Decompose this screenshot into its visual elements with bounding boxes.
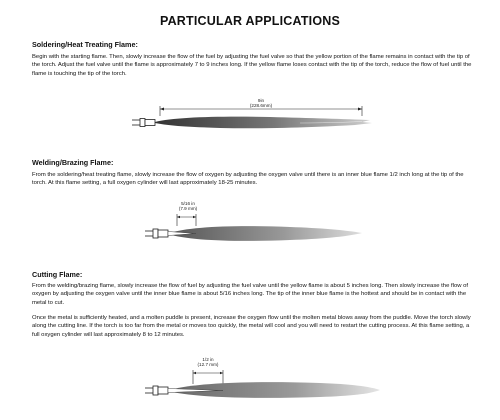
section-heading-cutting: Cutting Flame: <box>32 270 83 279</box>
flame-shape <box>168 226 362 241</box>
dimension-label: 9in <box>257 98 265 103</box>
section-paragraph-cutting-2: Once the metal is sufficiently heated, and a molten puddle is present, increase the oxygen flow until the molten metal blows away from the puddle. Move the torch slowly along the cutting line. If the torch is too far from the metal or moves too quickly, the metal will cool and you will need to restart the cutting process. At this flame setting, a full oxygen cylinder will last approximately 8 to 12 minutes. <box>32 315 471 338</box>
torch-tip-icon <box>132 119 155 127</box>
section-paragraph-cutting-1: From the welding/brazing flame, slowly increase the flow of fuel by adjusting the fuel valve until the yellow flame is about 5 inches long. Then slowly increase the flow of oxygen by adjusting the oxygen valve until the inner blue flame is about 5/16 inches long. The tip of the inner blue flame is the hottest and should be in contact with the metal to cut. <box>32 283 469 306</box>
dimension-label: 5/16 in <box>181 201 195 206</box>
section-heading-welding: Welding/Brazing Flame: <box>32 158 114 167</box>
section-heading-soldering: Soldering/Heat Treating Flame: <box>32 40 138 49</box>
dimension-label-metric: (228.6mm) <box>249 103 273 108</box>
section-paragraph-welding: From the soldering/heat treating flame, slowly increase the flow of oxygen by adjusting the oxygen valve until there is an inner blue flame 1/2 inch long at the tip of the torch. At this flame setting, a full oxygen cylinder will last approximately 18-25 minutes. <box>32 172 464 187</box>
soldering-flame-figure <box>0 92 500 142</box>
cutting-flame-figure <box>0 352 500 418</box>
section-paragraph-soldering: Begin with the starting flame. Then, slowly increase the flow of the fuel by adjusting the fuel valve so that the yellow portion of the flame remains in contact with the tip of the torch. Adjust the fuel valve until the flame is approximately 7 to 9 inches long. If the yellow flame loses contact with the tip of the torch, reduce the flow of fuel until the flame is touching the tip of the torch. <box>32 54 472 77</box>
dimension-label-metric: (12.7 mm) <box>197 362 219 367</box>
welding-flame-figure <box>0 198 500 252</box>
dimension-label-metric: (7.9 mm) <box>178 206 198 211</box>
page-title: PARTICULAR APPLICATIONS <box>159 14 341 28</box>
dimension-label: 1/2 in <box>202 357 214 362</box>
torch-tip-icon <box>145 229 168 238</box>
torch-tip-icon <box>145 386 168 395</box>
